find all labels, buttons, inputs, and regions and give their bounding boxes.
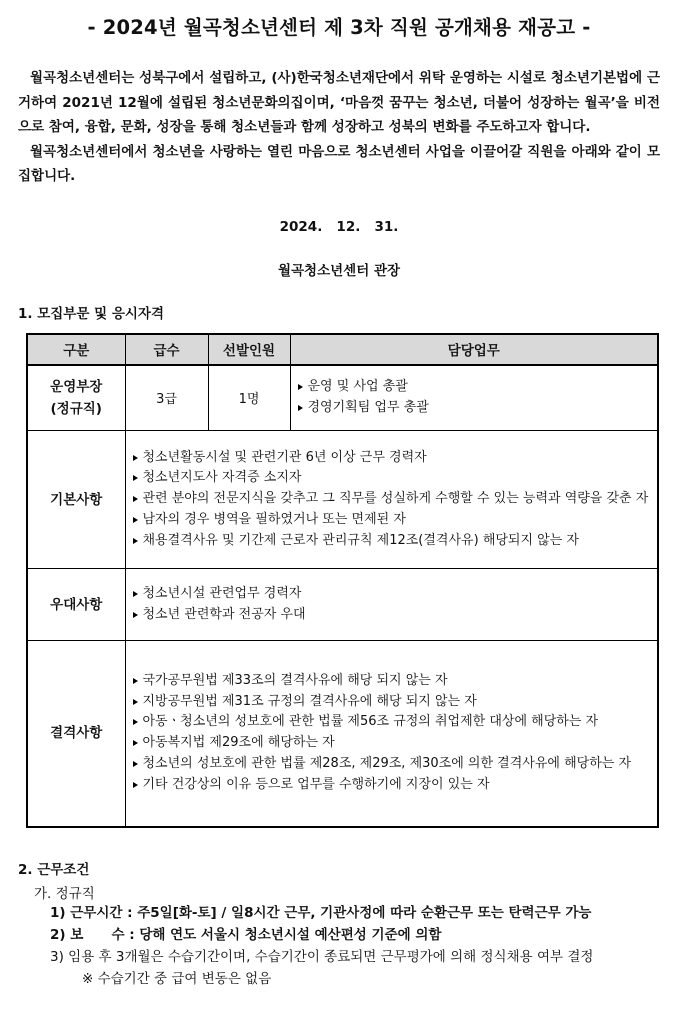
list-item: 아동ㆍ청소년의 성보호에 관한 법률 제56조 규정의 취업제한 대상에 해당하는 자 — [131, 712, 651, 733]
basic-label: 기본사항 — [27, 431, 125, 569]
list-item: 청소년시설 관련업무 경력자 — [131, 584, 651, 605]
table-row-position — [27, 365, 658, 431]
list-item: 청소년의 성보호에 관한 법률 제28조, 제29조, 제30조에 의한 결격사유에 해당하는 자 — [131, 754, 651, 775]
list-item: 채용결격사유 및 기간제 근로자 관리규칙 제12조(결격사유) 해당되지 않는 자 — [131, 531, 651, 552]
list-item: 경영기획팀 업무 총괄 — [296, 398, 651, 419]
list-item: 지방공무원법 제31조 규정의 결격사유에 해당 되지 않는 자 — [131, 692, 651, 713]
list-item: 기타 건강상의 이유 등으로 업무를 수행하기에 지장이 있는 자 — [131, 775, 651, 796]
duties-cell — [290, 365, 658, 431]
list-item: 청소년 관련학과 전공자 우대 — [131, 605, 651, 626]
list-item: 관련 분야의 전문지식을 갖추고 그 직무를 성실하게 수행할 수 있는 능력과 역량을 갖춘 자 — [131, 489, 651, 510]
table-row-basic — [27, 431, 658, 569]
section-heading-recruitment: 1. 모집부문 및 응시자격 — [18, 305, 164, 322]
disqualify-cell — [125, 641, 658, 827]
list-item: 국가공무원법 제33조의 결격사유에 해당 되지 않는 자 — [131, 671, 651, 692]
preferred-label: 우대사항 — [27, 569, 125, 641]
probation-note: ※ 수습기간 중 급여 변동은 없음 — [82, 970, 272, 987]
condition-hours: 1) 근무시간 : 주5일[화-토] / 일8시간 근무, 기관사정에 따라 순환근무 또는 탄력근무 가능 — [50, 904, 592, 921]
table-row-disqualify — [27, 641, 658, 827]
list-item: 운영 및 사업 총괄 — [296, 377, 651, 398]
page-title: - 2024년 월곡청소년센터 제 3차 직원 공개채용 재공고 - — [87, 16, 591, 39]
count-cell: 1명 — [208, 365, 290, 431]
section-heading-conditions: 2. 근무조건 — [18, 861, 90, 878]
issuer: 월곡청소년센터 관장 — [277, 262, 401, 279]
disqualify-label: 결격사항 — [27, 641, 125, 827]
position-title: 운영부장 — [50, 378, 103, 395]
subsection-regular: 가. 정규직 — [34, 885, 95, 902]
intro-paragraphs — [18, 66, 660, 189]
list-item: 아동복지법 제29조에 해당하는 자 — [131, 733, 651, 754]
table-header-row — [27, 334, 658, 365]
list-item: 남자의 경우 병역을 필하였거나 또는 면제된 자 — [131, 510, 651, 531]
intro-paragraph-1: 월곡청소년센터는 성북구에서 설립하고, (사)한국청소년재단에서 위탁 운영하는 시설로 청소년기본법에 근거하여 2021년 12월에 설립된 청소년문화의집이며, ‘마음껏 꿈꾸는 청소년, 더불어 성장하는 월곡’을 비전으로 참여, 융합, 문화, 성장을 통해 청소년들과 함께 성장하고 성북의 변화를 주도하고자 합니다. — [18, 70, 660, 135]
header-duties: 담당업무 — [290, 334, 658, 365]
condition-probation: 3) 임용 후 3개월은 수습기간이며, 수습기간이 종료되면 근무평가에 의해 정식채용 여부 결정 — [50, 948, 594, 965]
grade-cell: 3급 — [125, 365, 208, 431]
preferred-cell — [125, 569, 658, 641]
header-count: 선발인원 — [208, 334, 290, 365]
notice-page — [0, 12, 678, 990]
notice-date: 2024. 12. 31. — [279, 218, 399, 235]
recruitment-table — [26, 333, 659, 828]
list-item: 청소년지도사 자격증 소지자 — [131, 468, 651, 489]
intro-paragraph-2: 월곡청소년센터에서 청소년을 사랑하는 열린 마음으로 청소년센터 사업을 이끌어갈 직원을 아래와 같이 모집합니다. — [18, 143, 660, 184]
table-row-preferred — [27, 569, 658, 641]
list-item: 청소년활동시설 및 관련기관 6년 이상 근무 경력자 — [131, 448, 651, 469]
condition-pay: 2) 보 수 : 당해 연도 서울시 청소년시설 예산편성 기준에 의함 — [50, 926, 442, 943]
header-grade: 급수 — [125, 334, 208, 365]
position-cell — [27, 365, 125, 431]
position-type: (정규직) — [50, 400, 102, 417]
basic-cell — [125, 431, 658, 569]
header-category: 구분 — [27, 334, 125, 365]
